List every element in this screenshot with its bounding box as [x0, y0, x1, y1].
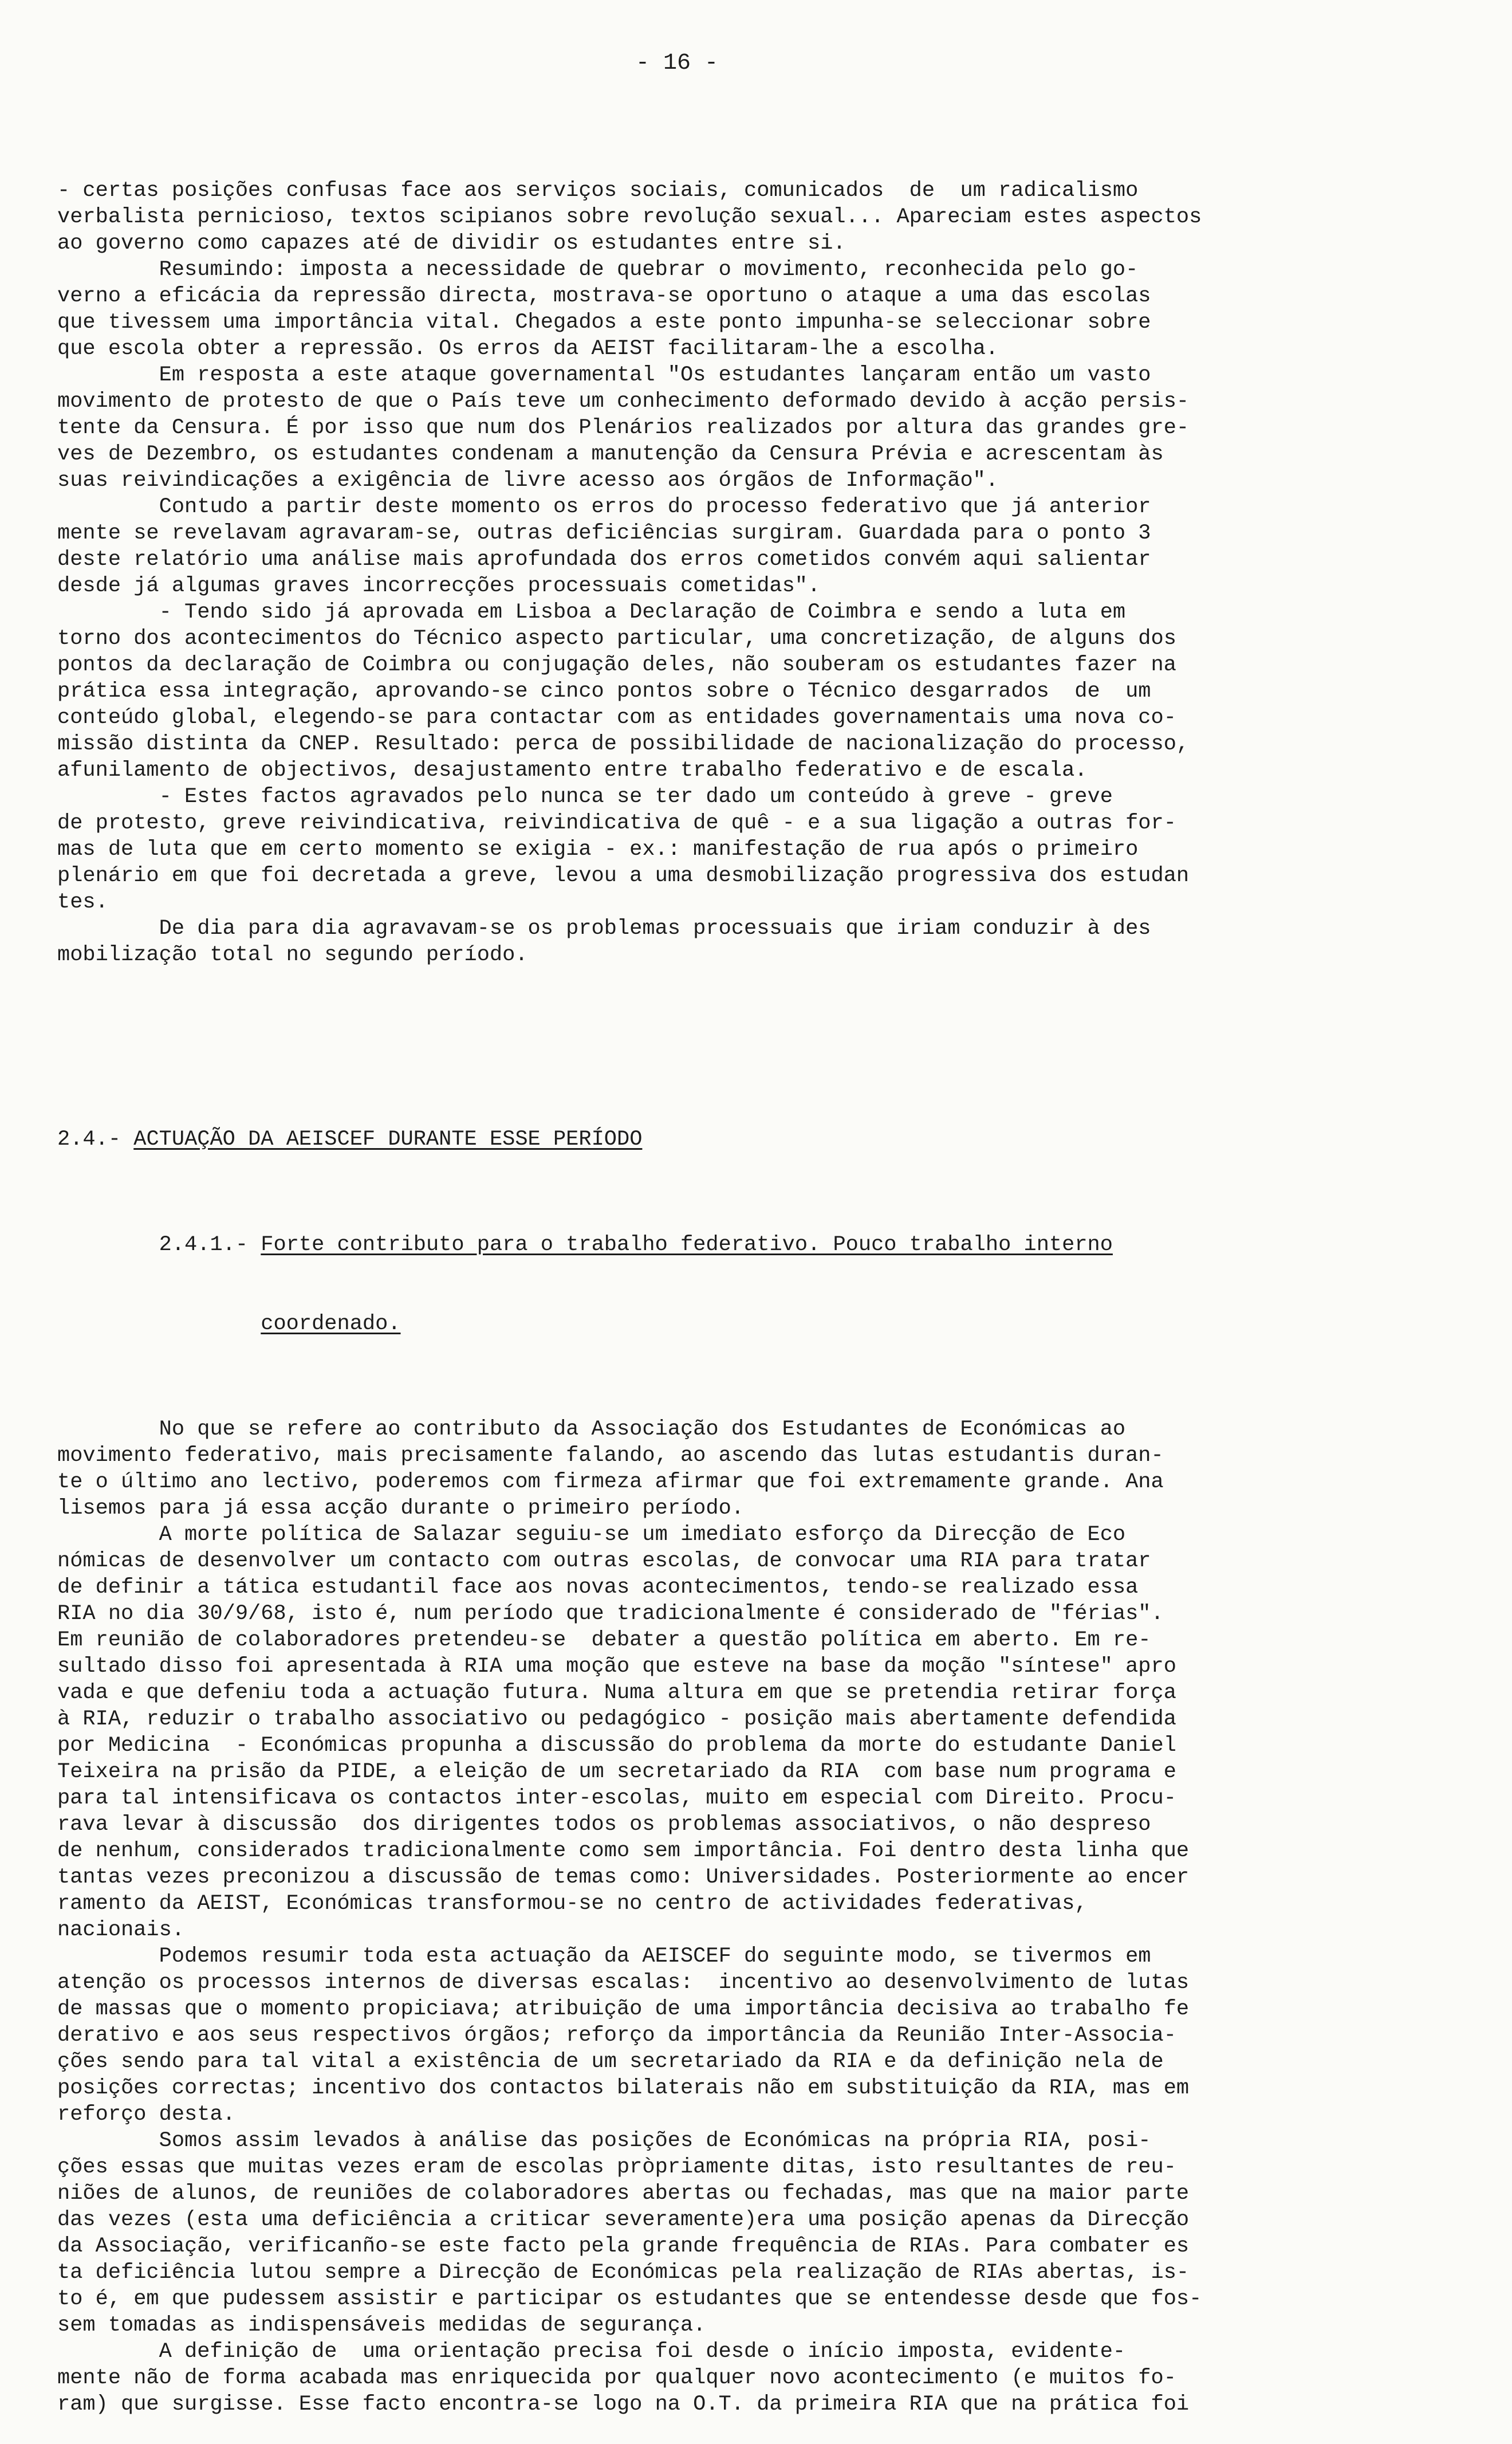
text-line: à RIA, reduzir o trabalho associativo ou pedagógico - posição mais abertamente defendida	[57, 1707, 1176, 1731]
text-line: RIA no dia 30/9/68, isto é, num período que tradicionalmente é considerado de "férias".	[57, 1602, 1164, 1626]
text-line: De dia para dia agravavam-se os problemas processuais que iriam conduzir à des	[57, 917, 1151, 941]
text-line: verno a eficácia da repressão directa, mostrava-se oportuno o ataque a uma das escolas	[57, 284, 1151, 308]
text-line: que escola obter a repressão. Os erros da AEIST facilitaram-lhe a escolha.	[57, 337, 999, 361]
text-line: reforço desta.	[57, 2103, 235, 2127]
text-line: rava levar à discussão dos dirigentes todos os problemas associativos, o não despreso	[57, 1813, 1151, 1837]
text-line: - certas posições confusas face aos serviços sociais, comunicados de um radicalismo	[57, 179, 1139, 203]
text-line: deste relatório uma análise mais aprofundada dos erros cometidos convém aqui salientar	[57, 548, 1151, 572]
text-line: - Estes factos agravados pelo nunca se ter dado um conteúdo à greve - greve	[57, 785, 1113, 809]
text-line: por Medicina - Económicas propunha a discussão do problema da morte do estudante Daniel	[57, 1734, 1176, 1758]
text-line: ta deficiência lutou sempre a Direcção de Económicas pela realização de RIAs abertas, is-	[57, 2261, 1190, 2285]
page-number: - 16 -	[636, 50, 719, 76]
text-line: de nenhum, considerados tradicionalmente como sem importância. Foi dentro desta linha que	[57, 1839, 1190, 1863]
text-line: pontos da declaração de Coimbra ou conjugação deles, não souberam os estudantes fazer na	[57, 653, 1176, 677]
text-line: tente da Censura. É por isso que num dos Plenários realizados por altura das grandes gre-	[57, 416, 1190, 440]
text-line: ções sendo para tal vital a existência de um secretariado da RIA e da definição nela de	[57, 2050, 1164, 2074]
text-line: afunilamento de objectivos, desajustamento entre trabalho federativo e de escala.	[57, 759, 1088, 783]
text-line: Contudo a partir deste momento os erros do processo federativo que já anterior	[57, 495, 1151, 519]
text-line: verbalista pernicioso, textos scipianos sobre revolução sexual... Apareciam estes aspectos	[57, 205, 1202, 229]
text-line: derativo e aos seus respectivos órgãos; reforço da importância da Reunião Inter-Associa-	[57, 2023, 1176, 2048]
text-line: Em reunião de colaboradores pretendeu-se debater a questão política em aberto. Em re-	[57, 1628, 1151, 1652]
text-line: tantas vezes preconizou a discussão de temas como: Universidades. Posteriormente ao encer	[57, 1865, 1190, 1889]
text-line: to é, em que pudessem assistir e participar os estudantes que se entendesse desde que fos-	[57, 2287, 1202, 2311]
text-line: No que se refere ao contributo da Associação dos Estudantes de Económicas ao	[57, 1417, 1126, 1441]
text-line: sem tomadas as indispensáveis medidas de segurança.	[57, 2313, 706, 2337]
section-title: ACTUAÇÃO DA AEISCEF DURANTE ESSE PERÍODO	[133, 1127, 643, 1152]
text-line: movimento de protesto de que o País teve um conhecimento deformado devido à acção persis-	[57, 390, 1190, 414]
text-line: que tivessem uma importância vital. Chegados a este ponto impunha-se seleccionar sobre	[57, 311, 1151, 335]
section-heading	[57, 1126, 1340, 1153]
subsection-number: 2.4.1.-	[159, 1233, 249, 1257]
text-line: torno dos acontecimentos do Técnico aspecto particular, uma concretização, de alguns dos	[57, 627, 1176, 651]
text-line: Teixeira na prisão da PIDE, a eleição de um secretariado da RIA com base num programa e	[57, 1760, 1176, 1784]
text-line: movimento federativo, mais precisamente falando, ao ascendo das lutas estudantis duran-	[57, 1444, 1164, 1468]
text-line: mente se revelavam agravaram-se, outras deficiências surgiram. Guardada para o ponto 3	[57, 521, 1151, 545]
text-line: tes.	[57, 890, 108, 914]
text-line: das vezes (esta uma deficiência a criticar severamente)era uma posição apenas da Direcção	[57, 2208, 1190, 2232]
text-line: niões de alunos, de reuniões de colaboradores abertas ou fechadas, mas que na maior parte	[57, 2182, 1190, 2206]
text-line: A definição de uma orientação precisa foi desde o início imposta, evidente-	[57, 2340, 1126, 2364]
subsection-heading-cont	[57, 1311, 1340, 1337]
text-line: nacionais.	[57, 1918, 185, 1942]
text-line: ções essas que muitas vezes eram de escolas pròpriamente ditas, isto resultantes de reu-	[57, 2155, 1176, 2179]
text-line: prática essa integração, aprovando-se cinco pontos sobre o Técnico desgarrados de um	[57, 679, 1151, 704]
text-line: atenção os processos internos de diversas escalas: incentivo ao desenvolvimento de lutas	[57, 1971, 1190, 1995]
text-line: Podemos resumir toda esta actuação da AEISCEF do seguinte modo, se tivermos em	[57, 1944, 1151, 1968]
text-line: vada e que defeniu toda a actuação futura. Numa altura em que se pretendia retirar força	[57, 1681, 1176, 1705]
text-line: lisemos para já essa acção durante o primeiro período.	[57, 1496, 744, 1520]
text-line: - Tendo sido já aprovada em Lisboa a Declaração de Coimbra e sendo a luta em	[57, 600, 1126, 624]
text-line: mente não de forma acabada mas enriquecida por qualquer novo acontecimento (e muitos fo-	[57, 2366, 1176, 2390]
document-body	[57, 46, 1340, 2444]
subsection-heading	[57, 1232, 1340, 1258]
text-line: te o último ano lectivo, poderemos com firmeza afirmar que foi extremamente grande. Ana	[57, 1470, 1164, 1494]
text-line: A morte política de Salazar seguiu-se um imediato esforço da Direcção de Eco	[57, 1523, 1126, 1547]
text-line: posições correctas; incentivo dos contactos bilaterais não em substituição da RIA, mas em	[57, 2076, 1190, 2100]
text-line: plenário em que foi decretada a greve, levou a uma desmobilização progressiva dos estudan	[57, 864, 1190, 888]
text-line: missão distinta da CNEP. Resultado: perca de possibilidade de nacionalização do processo,	[57, 732, 1190, 756]
text-line: mobilização total no segundo período.	[57, 943, 528, 967]
text-line: Em resposta a este ataque governamental "Os estudantes lançaram então um vasto	[57, 363, 1151, 387]
section-number: 2.4.-	[57, 1127, 121, 1152]
text-line: desde já algumas graves incorrecções processuais cometidas".	[57, 574, 821, 598]
text-line: mas de luta que em certo momento se exigia - ex.: manifestação de rua após o primeiro	[57, 838, 1139, 862]
text-line: nómicas de desenvolver um contacto com outras escolas, de convocar uma RIA para tratar	[57, 1549, 1151, 1573]
text-line: Resumindo: imposta a necessidade de quebrar o movimento, reconhecida pelo go-	[57, 258, 1139, 282]
text-line: de massas que o momento propiciava; atribuição de uma importância decisiva ao trabalho fe	[57, 1997, 1190, 2021]
text-line: para tal intensificava os contactos inter-escolas, muito em especial com Direito. Procu-	[57, 1786, 1176, 1810]
text-line: de protesto, greve reivindicativa, reivindicativa de quê - e a sua ligação a outras for-	[57, 811, 1176, 835]
text-line: da Associação, verificanño-se este facto pela grande frequência de RIAs. Para combater es	[57, 2234, 1190, 2258]
text-line: ves de Dezembro, os estudantes condenam a manutenção da Censura Prévia e acrescentam às	[57, 442, 1164, 466]
paragraph-block-2	[57, 1416, 1340, 2418]
text-line: Somos assim levados à análise das posições de Económicas na própria RIA, posi-	[57, 2129, 1151, 2153]
text-line: conteúdo global, elegendo-se para contactar com as entidades governamentais uma nova co-	[57, 706, 1176, 730]
text-line: suas reivindicações a exigência de livre acesso aos órgãos de Informação".	[57, 469, 999, 493]
text-line: sultado disso foi apresentada à RIA uma moção que esteve na base da moção "síntese" apro	[57, 1655, 1176, 1679]
subsection-title-line1: Forte contributo para o trabalho federativo. Pouco trabalho interno	[261, 1233, 1113, 1257]
subsection-title-line2: coordenado.	[261, 1312, 401, 1336]
paragraph-block-1	[57, 178, 1340, 968]
text-line: ao governo como capazes até de dividir os estudantes entre si.	[57, 231, 846, 256]
text-line: ram) que surgisse. Esse facto encontra-se logo na O.T. da primeira RIA que na prática foi	[57, 2392, 1190, 2417]
text-line: ramento da AEIST, Económicas transformou-se no centro de actividades federativas,	[57, 1892, 1088, 1916]
text-line: de definir a tática estudantil face aos novas acontecimentos, tendo-se realizado essa	[57, 1575, 1139, 1600]
